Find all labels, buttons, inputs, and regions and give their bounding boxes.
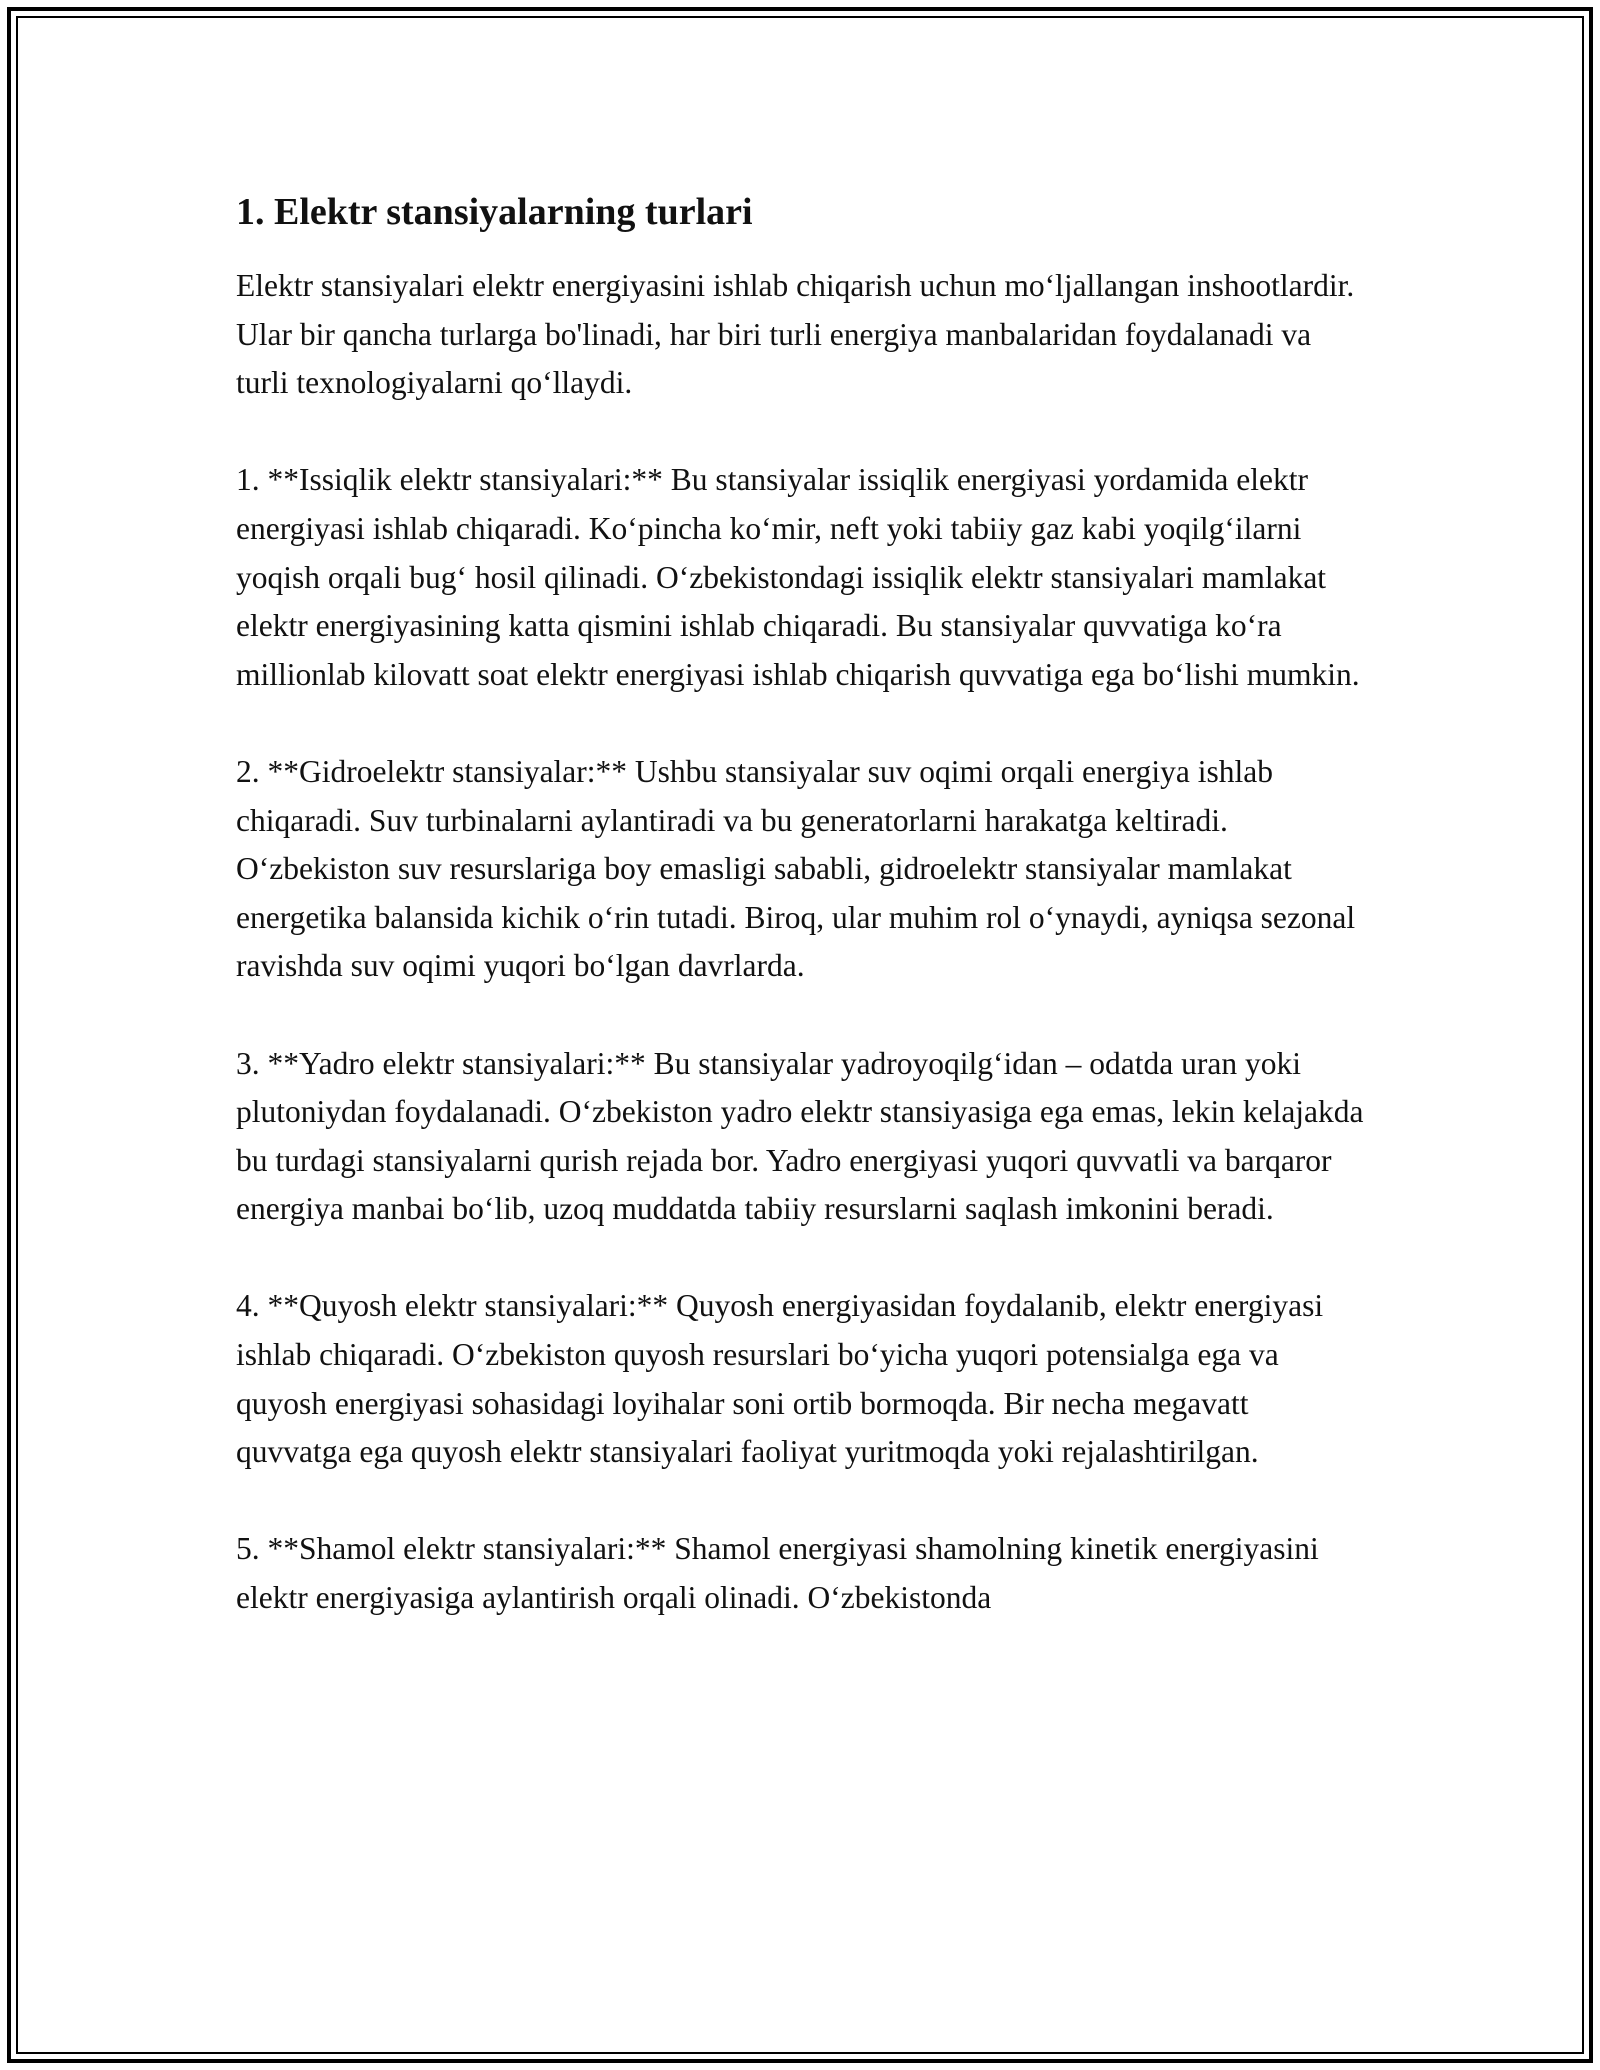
intro-paragraph: Elektr stansiyalari elektr energiyasini ishlab chiqarish uchun mo‘ljallangan inshootlardir. Ular bir qancha turlarga bo'linadi, har biri turli energiya manbalaridan foydalanadi va turli texnologiyalarni qo‘llaydi.: [236, 268, 1355, 401]
paragraph-wind-power-plants: 5. **Shamol elektr stansiyalari:** Shamol energiyasi shamolning kinetik energiyasini elektr energiyasiga aylantirish orqali olinadi. O‘zbekistonda: [236, 1531, 1319, 1616]
paragraph-hydroelectric-plants: 2. **Gidroelektr stansiyalar:** Ushbu stansiyalar suv oqimi orqali energiya ishlab chiqaradi. Suv turbinalarni aylantiradi va bu generatorlarni harakatga keltiradi. O‘zbekiston suv resurslariga boy emasligi sababli, gidroelektr stansiyalar mamlakat energetika balansida kichik o‘rin tutadi. Biroq, ular muhim rol o‘ynaydi, ayniqsa sezonal ravishda suv oqimi yuqori bo‘lgan davrlarda.: [236, 753, 1356, 984]
document-body: [236, 188, 1366, 1623]
paragraph-thermal-power-plants: 1. **Issiqlik elektr stansiyalari:** Bu stansiyalar issiqlik energiyasi yordamida elektr energiyasi ishlab chiqaradi. Ko‘pincha ko‘mir, neft yoki tabiiy gaz kabi yoqilg‘ilarni yoqish orqali bug‘ hosil qilinadi. O‘zbekistondagi issiqlik elektr stansiyalari mamlakat elektr energiyasining katta qismini ishlab chiqaradi. Bu stansiyalar quvvatiga ko‘ra millionlab kilovatt soat elektr energiyasi ishlab chiqarish quvvatiga ega bo‘lishi mumkin.: [236, 462, 1360, 692]
section-heading: 1. Elektr stansiyalarning turlari: [236, 191, 753, 233]
paragraph-solar-power-plants: 4. **Quyosh elektr stansiyalari:** Quyosh energiyasidan foydalanib, elektr energiyasi ishlab chiqaradi. O‘zbekiston quyosh resurslari bo‘yicha yuqori potensialga ega va quyosh energiyasi sohasidagi loyihalar soni ortib bormoqda. Bir necha megavatt quvvatga ega quyosh elektr stansiyalari faoliyat yuritmoqda yoki rejalashtirilgan.: [236, 1288, 1324, 1470]
paragraph-nuclear-power-plants: 3. **Yadro elektr stansiyalari:** Bu stansiyalar yadroyoqilg‘idan – odatda uran yoki plutoniydan foydalanadi. O‘zbekiston yadro elektr stansiyasiga ega emas, lekin kelajakda bu turdagi stansiyalarni qurish rejada bor. Yadro energiyasi yuqori quvvatli va barqaror energiya manbai bo‘lib, uzoq muddatda tabiiy resurslarni saqlash imkonini beradi.: [236, 1045, 1364, 1227]
